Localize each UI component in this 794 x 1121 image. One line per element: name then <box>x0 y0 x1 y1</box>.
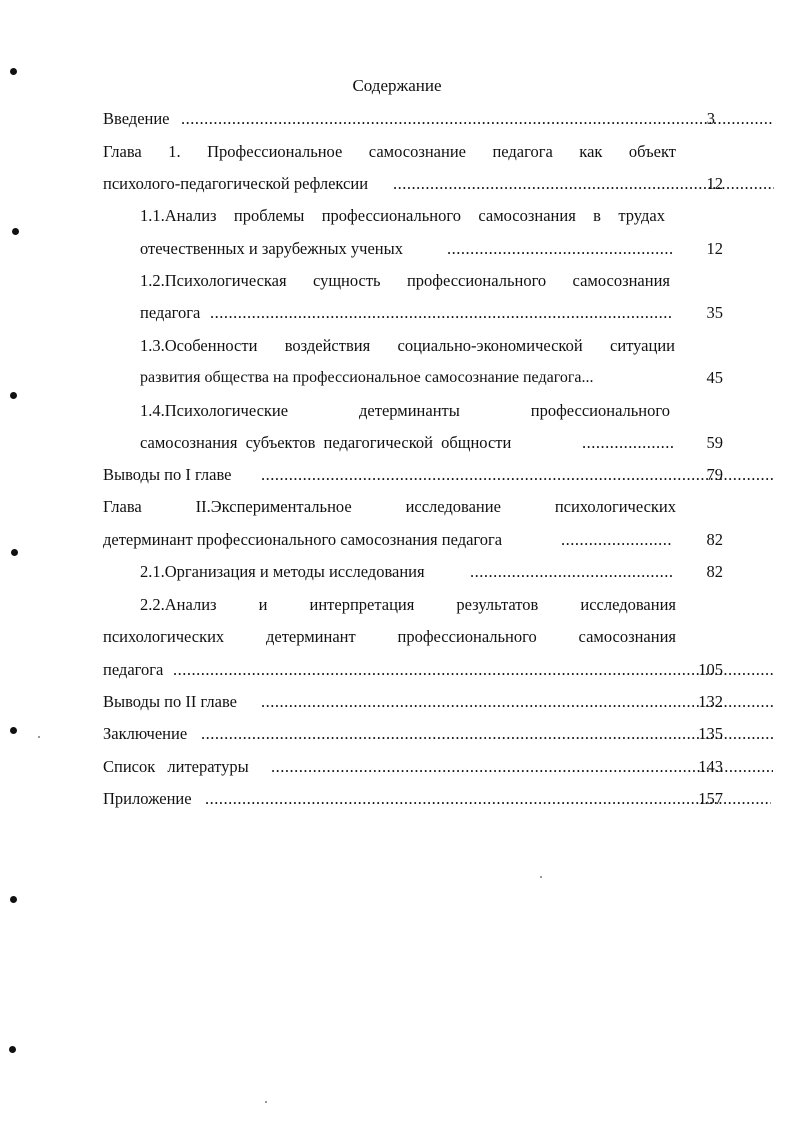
toc-entry-chapter-2-cont[interactable] <box>103 527 723 553</box>
toc-entry-1-4[interactable] <box>140 398 670 424</box>
toc-label: детерминант профессионального самосознания педагога <box>103 530 503 549</box>
toc-page-number: 132 <box>698 692 723 711</box>
toc-entry-conclusions-2[interactable] <box>103 689 723 715</box>
binding-mark <box>9 1046 16 1053</box>
toc-entry-chapter-2[interactable] <box>103 494 676 520</box>
toc-label: Выводы по II главе <box>103 692 237 711</box>
toc-label: Приложение <box>103 789 192 808</box>
toc-page-number: 105 <box>698 660 723 679</box>
toc-page-number: 135 <box>698 724 723 743</box>
binding-mark <box>10 392 17 399</box>
toc-leader <box>561 527 673 553</box>
toc-entry-1-3[interactable] <box>140 333 675 359</box>
toc-entry-chapter-1-cont[interactable] <box>103 171 723 197</box>
toc-page-number: 3 <box>706 109 715 128</box>
toc-label: самосознания субъектов педагогической общности <box>140 433 512 452</box>
toc-label: 2.1.Организация и методы исследования <box>140 562 425 581</box>
binding-mark <box>11 549 18 556</box>
toc-label: Глава 1. Профессиональное самосознание педагога как объект <box>103 142 676 161</box>
toc-label: развития общества на профессиональное самосознание педагога... <box>140 369 594 386</box>
toc-entry-introduction[interactable] <box>103 106 723 132</box>
toc-entry-conclusions-1[interactable] <box>103 462 723 488</box>
toc-label: Список литературы <box>103 757 249 776</box>
page-title: Содержание <box>352 76 442 95</box>
toc-entry-2-2-cont[interactable] <box>103 657 723 683</box>
toc-entry-2-2-cont[interactable] <box>103 624 676 650</box>
toc-label: психолого-педагогической рефлексии <box>103 174 369 193</box>
toc-leader <box>582 430 674 456</box>
toc-leader <box>447 236 674 262</box>
toc-label: Введение <box>103 109 170 128</box>
toc-label: 1.4.Психологические детерминанты профессионального <box>140 401 670 420</box>
toc-entry-1-2[interactable] <box>140 268 670 294</box>
toc-label: педагога <box>103 660 164 679</box>
toc-entry-1-1[interactable] <box>140 203 665 229</box>
toc-label: 2.2.Анализ и интерпретация результатов исследования <box>140 595 676 614</box>
toc-page-number: 35 <box>706 303 723 322</box>
toc-entry-1-3-cont[interactable] <box>140 365 723 391</box>
toc-entry-1-4-cont[interactable] <box>140 430 723 456</box>
toc-entry-2-1[interactable] <box>140 559 723 585</box>
toc-label: педагога <box>140 303 201 322</box>
binding-mark <box>10 68 17 75</box>
toc-page-number: 59 <box>706 433 723 452</box>
toc-label: 1.2.Психологическая сущность профессионального самосознания <box>140 271 670 290</box>
toc-entry-2-2[interactable] <box>140 592 676 618</box>
scan-speck <box>265 1101 267 1103</box>
toc-entry-conclusion[interactable] <box>103 721 723 747</box>
toc-page-number: 79 <box>706 465 723 484</box>
toc-page-number: 12 <box>706 239 723 258</box>
toc-label: психологических детерминант профессионального самосознания <box>103 627 676 646</box>
scan-speck <box>540 876 542 878</box>
toc-entry-bibliography[interactable] <box>103 754 723 780</box>
toc-label: отечественных и зарубежных ученых <box>140 239 403 258</box>
toc-label: Глава II.Экспериментальное исследование психологических <box>103 497 676 516</box>
toc-page-number: 45 <box>706 368 723 387</box>
toc-page-number: 82 <box>706 530 723 549</box>
toc-leader <box>210 300 672 326</box>
scan-speck <box>38 736 40 738</box>
toc-page-number: 143 <box>698 757 723 776</box>
toc-entry-1-2-cont[interactable] <box>140 300 723 326</box>
toc-label: Выводы по I главе <box>103 465 232 484</box>
toc-page-number: 12 <box>706 174 723 193</box>
toc-entry-chapter-1[interactable] <box>103 139 676 165</box>
toc-leader <box>470 559 674 585</box>
toc-label: 1.3.Особенности воздействия социально-экономической ситуации <box>140 336 675 355</box>
binding-mark <box>12 228 19 235</box>
toc-entry-1-1-cont[interactable] <box>140 236 723 262</box>
toc-page-number: 82 <box>706 562 723 581</box>
toc-label: Заключение <box>103 724 188 743</box>
toc-page-number: 157 <box>698 789 723 808</box>
toc-entry-appendix[interactable] <box>103 786 723 812</box>
binding-mark <box>10 896 17 903</box>
toc-label: 1.1.Анализ проблемы профессионального самосознания в трудах <box>140 206 665 225</box>
binding-mark <box>10 727 17 734</box>
